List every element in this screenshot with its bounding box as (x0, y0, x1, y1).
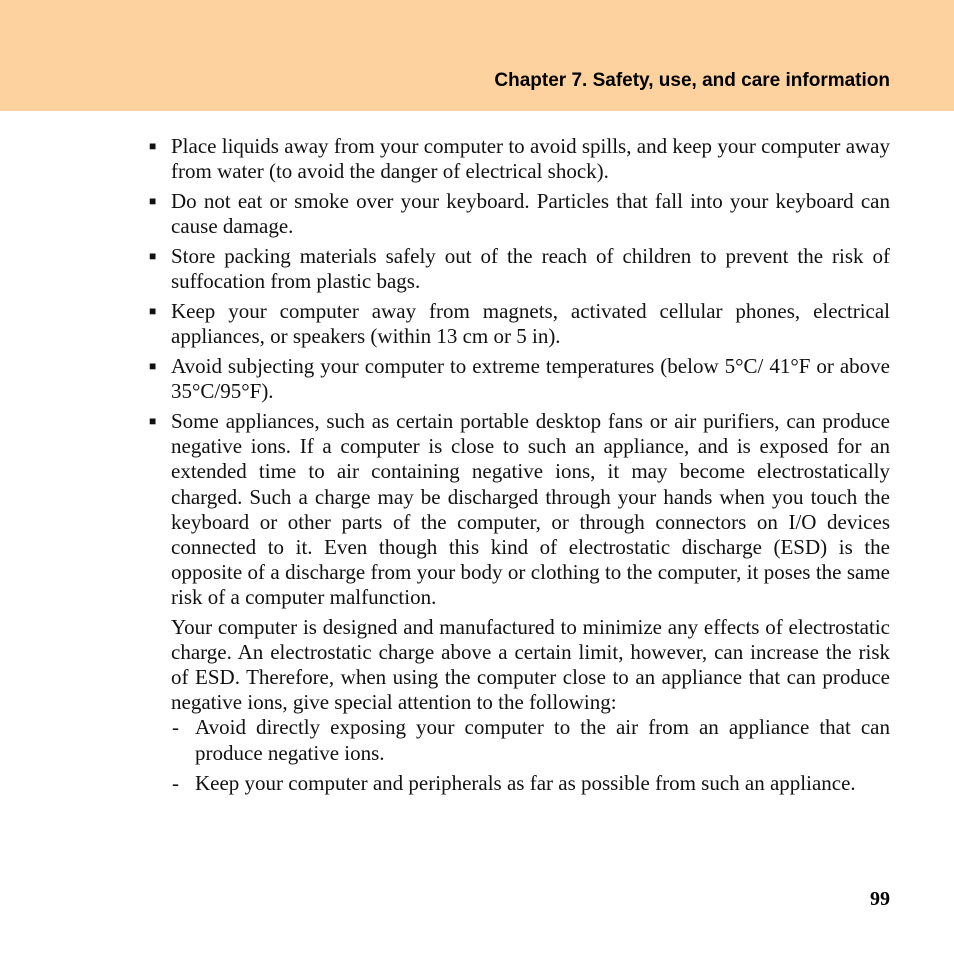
square-bullet-icon: ■ (149, 249, 157, 263)
square-bullet-icon: ■ (149, 194, 157, 208)
dash-list (171, 715, 890, 796)
dash-list-item (171, 715, 890, 765)
list-item-text: Place liquids away from your computer to avoid spills, and keep your computer away from water (to avoid the danger of electrical shock). (171, 134, 890, 184)
header-band (0, 0, 954, 111)
page-content (148, 134, 890, 801)
square-bullet-icon: ■ (149, 139, 157, 153)
square-bullet-icon: ■ (149, 304, 157, 318)
list-item-text: Avoid subjecting your computer to extreme temperatures (below 5°C/ 41°F or above 35°C/95°F). (171, 354, 890, 404)
bullet-list (148, 134, 890, 796)
list-item-text: Do not eat or smoke over your keyboard. Particles that fall into your keyboard can cause damage. (171, 189, 890, 239)
dash-bullet-icon: - (172, 770, 179, 795)
square-bullet-icon: ■ (149, 414, 157, 428)
dash-item-text: Avoid directly exposing your computer to the air from an appliance that can produce negative ions. (195, 715, 890, 765)
dash-bullet-icon: - (172, 715, 179, 740)
sub-paragraph: Your computer is designed and manufactured to minimize any effects of electrostatic charge. An electrostatic charge above a certain limit, however, can increase the risk of ESD. Therefore, when using the computer close to an appliance that can produce negative ions, give special attention to the following: (171, 614, 890, 715)
list-item (148, 134, 890, 184)
dash-item-text: Keep your computer and peripherals as far as possible from such an appliance. (195, 770, 856, 795)
page-number: 99 (870, 888, 890, 910)
list-item (148, 409, 890, 796)
square-bullet-icon: ■ (149, 359, 157, 373)
list-item (148, 189, 890, 239)
list-item-text: Some appliances, such as certain portable desktop fans or air purifiers, can produce negative ions. If a computer is close to such an appliance, and is exposed for an extended time to air containing negative ions, it may become electrostatically charged. Such a charge may be discharged through your hands when you touch the keyboard or other parts of the computer, or through connectors on I/O devices connected to it. Even though this kind of electrostatic discharge (ESD) is the opposite of a discharge from your body or clothing to the computer, it poses the same risk of a computer malfunction. (171, 409, 890, 610)
list-item (148, 354, 890, 404)
list-item-text: Store packing materials safely out of the reach of children to prevent the risk of suffocation from plastic bags. (171, 244, 890, 294)
list-item-text: Keep your computer away from magnets, activated cellular phones, electrical appliances, or speakers (within 13 cm or 5 in). (171, 299, 890, 349)
list-item (148, 299, 890, 349)
dash-list-item (171, 771, 890, 796)
chapter-title: Chapter 7. Safety, use, and care information (494, 70, 890, 91)
list-item (148, 244, 890, 294)
